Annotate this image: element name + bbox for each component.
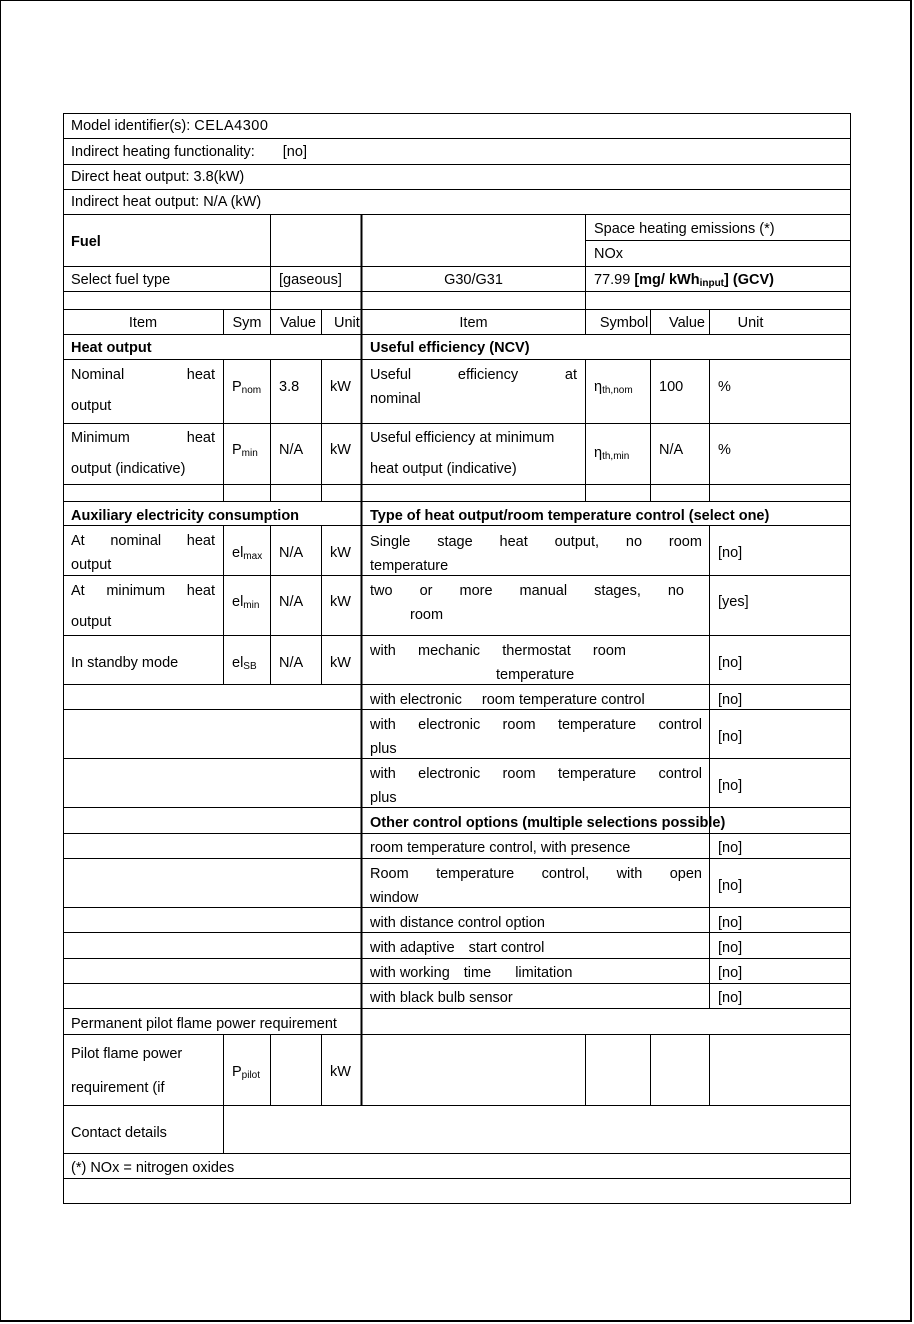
nox-footnote: (*) NOx = nitrogen oxides <box>71 1160 235 1176</box>
option-black-bulb: with black bulb sensor <box>370 990 513 1006</box>
option-black-bulb-value: [no] <box>718 990 743 1006</box>
aux-nominal-unit: kW <box>330 545 351 561</box>
control-electronic-value: [no] <box>718 692 743 708</box>
pilot-flame-title: Permanent pilot flame power requirement <box>71 1016 337 1032</box>
minimum-heat-symbol: $P_{min}$ <box>232 442 258 459</box>
useful-efficiency-min-line2: heat output (indicative) <box>370 461 517 477</box>
control-electronic: with electronic room temperature control <box>370 692 645 708</box>
header-item-right: Item <box>459 315 488 331</box>
useful-efficiency-min-symbol: $\eta_{th,min}$ <box>594 445 630 462</box>
control-electronic-plus-2-value: [no] <box>718 778 743 794</box>
contact-details: Contact details <box>71 1125 167 1141</box>
control-electronic-plus-2-line2: plus <box>370 790 397 806</box>
direct-heat-output: Direct heat output: 3.8(kW) <box>71 169 245 185</box>
minimum-heat-output-line1: Minimum heat <box>71 430 215 446</box>
indirect-heating-functionality: Indirect heating functionality: [no] <box>71 144 307 160</box>
option-open-window-line1: Room temperature control, with open <box>370 866 702 882</box>
control-type-title: Type of heat output/room temperature control (select one) <box>370 508 770 524</box>
header-value: Value <box>279 315 316 331</box>
heat-output-title: Heat output <box>71 340 152 356</box>
aux-minimum-line2: output <box>71 614 112 630</box>
pilot-flame-label-line1: Pilot flame power <box>71 1046 183 1062</box>
pilot-flame-label-line2: requirement (if <box>71 1080 165 1096</box>
option-presence-value: [no] <box>718 840 743 856</box>
header-value-right: Value <box>668 315 705 331</box>
control-mechanic-line2: temperature <box>496 667 575 683</box>
useful-efficiency-nominal-line1: Useful efficiency at <box>370 367 577 383</box>
nox-header: NOx <box>594 246 623 262</box>
aux-nominal-symbol: $el_{max}$ <box>232 545 263 562</box>
option-distance-control: with distance control option <box>370 915 545 931</box>
minimum-heat-unit: kW <box>330 442 351 458</box>
useful-efficiency-min-line1: Useful efficiency at minimum <box>370 430 555 446</box>
header-sym: Sym <box>232 315 262 331</box>
minimum-heat-value: N/A <box>279 442 304 458</box>
option-open-window-line2: window <box>370 890 419 906</box>
aux-minimum-unit: kW <box>330 594 351 610</box>
control-electronic-plus-1-line1: with electronic room temperature control <box>370 717 702 733</box>
control-electronic-plus-2-line1: with electronic room temperature control <box>370 766 702 782</box>
control-single-stage-value: [no] <box>718 545 743 561</box>
aux-minimum-line1: At minimum heat <box>71 583 215 599</box>
control-electronic-plus-1-line2: plus <box>370 741 397 757</box>
aux-standby-symbol: $el_{SB}$ <box>232 655 257 672</box>
useful-efficiency-nominal-symbol: $\eta_{th,nom}$ <box>594 379 633 396</box>
pilot-flame-symbol: $P_{pilot}$ <box>232 1064 261 1081</box>
aux-standby-unit: kW <box>330 655 351 671</box>
fuel-type-value: [gaseous] <box>279 272 342 288</box>
nominal-heat-output-line1: Nominal heat <box>71 367 215 383</box>
control-two-stages-line1: two or more manual stages, no <box>370 583 684 599</box>
useful-efficiency-min-value: N/A <box>659 442 684 458</box>
minimum-heat-output-line2: output (indicative) <box>71 461 186 477</box>
aux-standby-label: In standby mode <box>71 655 179 671</box>
useful-efficiency-min-unit: % <box>718 442 731 458</box>
useful-efficiency-nominal-unit: % <box>718 379 731 395</box>
gas-category: G30/G31 <box>444 272 503 288</box>
nox-emission-value: 77.99 [mg/ kWh$_{input}$] (GCV) <box>594 272 774 289</box>
option-adaptive-start: with adaptive start control <box>370 940 545 956</box>
select-fuel-type: Select fuel type <box>71 272 171 288</box>
option-distance-control-value: [no] <box>718 915 743 931</box>
model-identifier: Model identifier(s): CELA4300 <box>71 118 269 134</box>
header-unit: Unit <box>334 315 360 331</box>
fuel-label: Fuel <box>71 234 101 250</box>
nominal-heat-unit: kW <box>330 379 351 395</box>
control-two-stages-line2: room <box>410 607 444 623</box>
useful-efficiency-title: Useful efficiency (NCV) <box>370 340 530 356</box>
control-electronic-plus-1-value: [no] <box>718 729 743 745</box>
emissions-header: Space heating emissions (*) <box>594 221 775 237</box>
pilot-flame-unit: kW <box>330 1064 351 1080</box>
aux-nominal-label: At nominal heat output <box>71 533 215 573</box>
useful-efficiency-nominal-line2: nominal <box>370 391 421 407</box>
aux-standby-value: N/A <box>279 655 304 671</box>
indirect-heat-output: Indirect heat output: N/A (kW) <box>71 194 262 210</box>
header-item: Item <box>128 315 158 331</box>
control-two-stages-value: [yes] <box>718 594 749 610</box>
option-adaptive-start-value: [no] <box>718 940 743 956</box>
option-presence: room temperature control, with presence <box>370 840 631 856</box>
header-symbol: Symbol <box>599 315 649 331</box>
header-unit-right: Unit <box>737 315 764 331</box>
aux-minimum-symbol: $el_{min}$ <box>232 594 260 611</box>
nominal-heat-symbol: $P_{nom}$ <box>232 379 262 396</box>
option-open-window-value: [no] <box>718 878 743 894</box>
useful-efficiency-nominal-value: 100 <box>659 379 684 395</box>
aux-electricity-title: Auxiliary electricity consumption <box>71 508 300 524</box>
other-options-title: Other control options (multiple selections possible) <box>370 815 726 831</box>
aux-nominal-value: N/A <box>279 545 304 561</box>
control-mechanic-line1: with mechanic thermostat room <box>370 643 626 659</box>
aux-minimum-value: N/A <box>279 594 304 610</box>
nominal-heat-output-line2: output <box>71 398 112 414</box>
nominal-heat-value: 3.8 <box>279 379 300 395</box>
control-single-stage-line2: temperature <box>370 558 449 574</box>
option-working-time-value: [no] <box>718 965 743 981</box>
control-single-stage-line1: Single stage heat output, no room <box>370 534 702 550</box>
control-mechanic-value: [no] <box>718 655 743 671</box>
option-working-time: with working time limitation <box>370 965 573 981</box>
product-fiche-table <box>63 113 851 1204</box>
